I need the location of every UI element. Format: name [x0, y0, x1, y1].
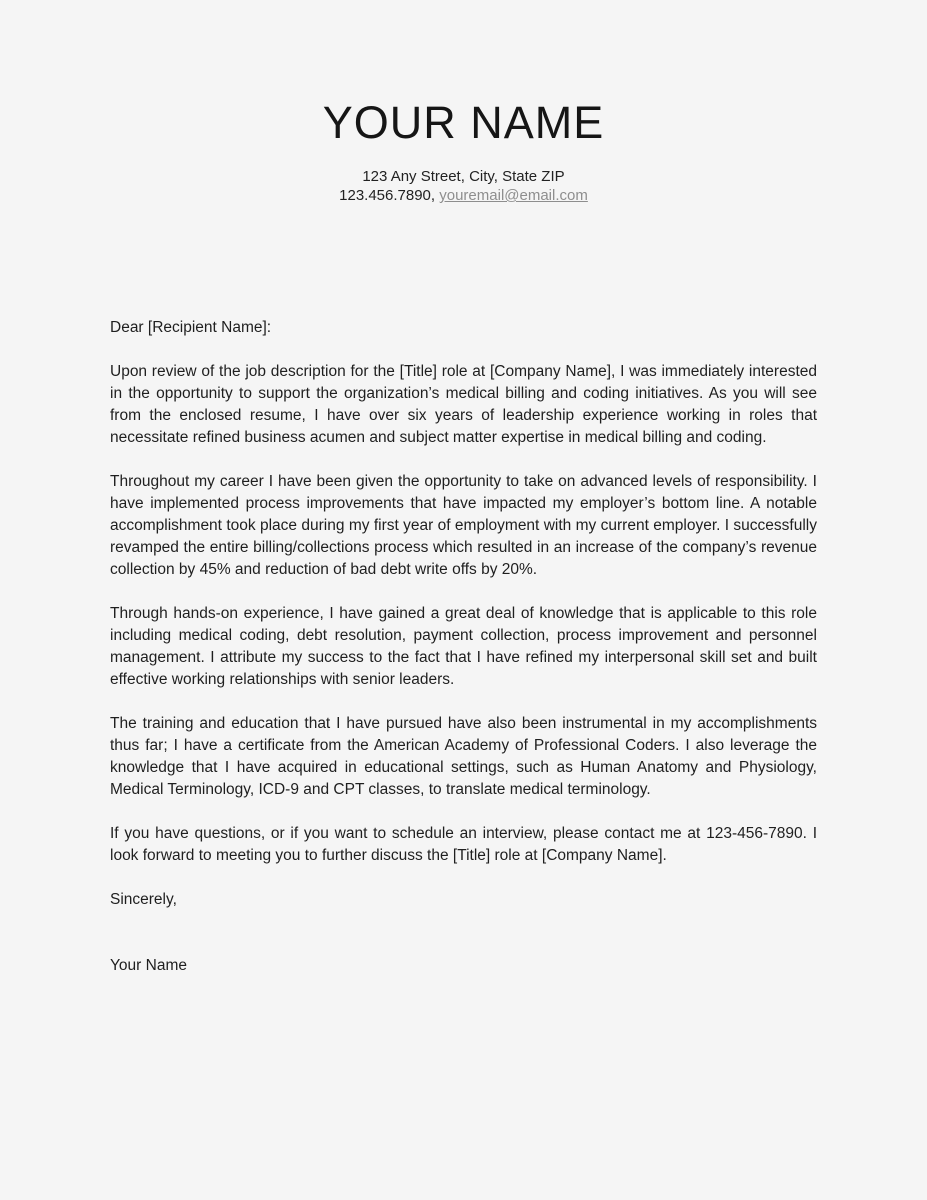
email-link[interactable]: youremail@email.com [439, 187, 588, 204]
letter-body [110, 317, 817, 977]
header-address-line: 123 Any Street, City, State ZIP [362, 168, 565, 185]
letter-header [0, 97, 927, 205]
header-phone: 123.456.7890, [339, 187, 436, 204]
body-paragraph-1: Upon review of the job description for the [Title] role at [Company Name], I was immediately interested in the opportunity to support the organization’s medical billing and coding initiatives. As you will see from the enclosed resume, I have over six years of leadership experience working in roles that necessitate refined business acumen and subject matter expertise in medical billing and coding. [110, 363, 817, 446]
signature-name: Your Name [110, 957, 187, 974]
body-paragraph-3: Through hands-on experience, I have gained a great deal of knowledge that is applicable to this role including medical coding, debt resolution, payment collection, process improvement and personnel management. I attribute my success to the fact that I have refined my interpersonal skill set and built effective working relationships with senior leaders. [110, 605, 817, 688]
closing: Sincerely, [110, 891, 177, 908]
body-paragraph-2: Throughout my career I have been given the opportunity to take on advanced levels of responsibility. I have implemented process improvements that have impacted my employer’s bottom line. A notable accomplishment took place during my first year of employment with my current employer. I successfully revamped the entire billing/collections process which resulted in an increase of the company’s revenue collection by 45% and reduction of bad debt write offs by 20%. [110, 473, 817, 578]
header-phone-email-line [0, 186, 927, 205]
header-contact-block [0, 167, 927, 205]
body-paragraph-4: The training and education that I have pursued have also been instrumental in my accomplishments thus far; I have a certificate from the American Academy of Professional Coders. I also leverage the knowledge that I have acquired in educational settings, such as Human Anatomy and Physiology, Medical Terminology, ICD-9 and CPT classes, to translate medical terminology. [110, 715, 817, 798]
body-paragraph-5: If you have questions, or if you want to schedule an interview, please contact me at 123-456-7890. I look forward to meeting you to further discuss the [Title] role at [Company Name]. [110, 825, 817, 864]
salutation: Dear [Recipient Name]: [110, 319, 272, 336]
header-name: YOUR NAME [322, 97, 605, 148]
